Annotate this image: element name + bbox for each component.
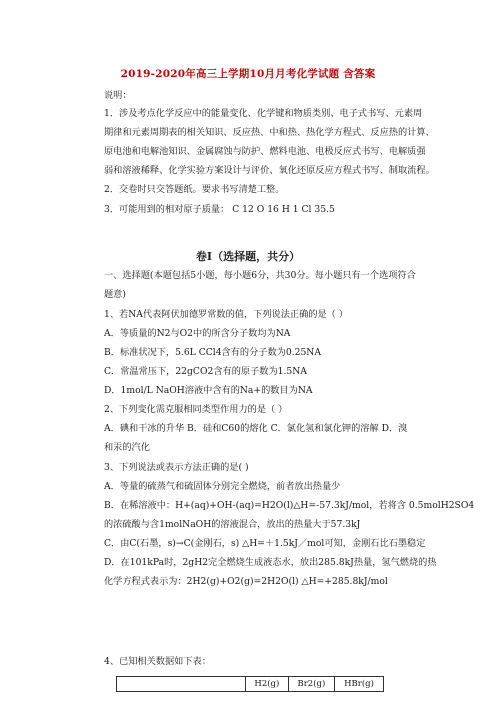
q2-stem: 2、下列变化需克服相同类型作用力的是（ ）: [104, 404, 288, 415]
q1-option-c: C．常温常压下，22gCO2含有的原子数为1.5NA: [104, 366, 307, 377]
q2-options-line-2: 和汞的汽化: [104, 442, 150, 453]
table-header-hbr: HBr(g): [335, 677, 384, 692]
q3-option-b-line-1: B．在稀溶液中：H+(aq)+OH-(aq)=H2O(l)△H=-57.3kJ/mol，若将含 0.5molH2SO4: [104, 500, 475, 511]
q2-options-line-1: A．碘和干冰的升华 B．硅和C60的熔化 C．氯化氢和氯化钾的溶解 D．溴: [104, 423, 408, 434]
q3-option-a: A．等量的硫蒸气和硫固体分别完全燃烧，前者放出热量少: [104, 481, 341, 492]
q4-data-table: [116, 676, 384, 692]
q3-option-b-line-2: 的浓硫酸与含1molNaOH的溶液混合，放出的热量大于57.3kJ: [104, 519, 361, 530]
q1-option-b: B．标准状况下，5.6L CCl4含有的分子数为0.25NA: [104, 347, 321, 358]
part-intro-line-2: 题意): [104, 289, 126, 300]
table-header-br2: Br2(g): [288, 677, 334, 692]
instructions-heading: 说明：: [104, 90, 132, 101]
instruction-2: 2．交卷时只交答题纸。要求书写清楚工整。: [104, 184, 285, 195]
section-title: 卷Ⅰ（选择题，共分）: [195, 250, 301, 263]
instruction-1-line-1: 1．涉及考点化学反应中的能量变化、化学键和物质类别、电子式书写、元素周: [104, 108, 423, 119]
table-header-h2: H2(g): [246, 677, 289, 692]
part-intro-line-1: 一、选择题(本题包括5小题，每小题6分，共30分。每小题只有一个选项符合: [104, 270, 416, 281]
instruction-3: 3．可能用到的相对原子质量： C 12 O 16 H 1 Cl 35.5: [104, 204, 335, 215]
q1-option-d: D．1mol/L NaOH溶液中含有的Na+的数目为NA: [104, 385, 313, 396]
table-header-blank: [117, 677, 246, 692]
q3-option-d-line-1: D．在101kPa时，2gH2完全燃烧生成液态水，放出285.8kJ热量，氢气燃烧的热: [104, 557, 437, 568]
q3-option-d-line-2: 化学方程式表示为：2H2(g)+O2(g)=2H2O(l) △H=+285.8kJ/mol: [104, 576, 388, 587]
q4-stem: 4、已知相关数据如下表：: [104, 656, 211, 667]
q3-stem: 3、下列说法或表示方法正确的是( ): [104, 462, 249, 473]
q1-stem: 1、若NA代表阿伏加德罗常数的值，下列说法正确的是（ ）: [104, 309, 348, 320]
instruction-1-line-3: 原电池和电解池知识、金属腐蚀与防护、燃料电池、电极反应式书写、电解质强: [104, 146, 426, 157]
q3-option-c: C．由C(石墨，s)→C(金刚石，s) △H=＋1.5kJ／mol可知，金刚石比石墨稳定: [104, 538, 426, 549]
instruction-1-line-2: 期律和元素周期表的相关知识、反应热、中和热、热化学方程式、反应热的计算、: [104, 127, 435, 138]
instruction-1-line-4: 弱和溶液稀释、化学实验方案设计与评价、氧化还原反应方程式书写、制取流程。: [104, 165, 435, 176]
table-row: [117, 677, 384, 692]
exam-title: 2019-2020年高三上学期10月月考化学试题 含答案: [120, 68, 376, 80]
q1-option-a: A．等质量的N2与O2中的所含分子数均为NA: [104, 328, 291, 339]
